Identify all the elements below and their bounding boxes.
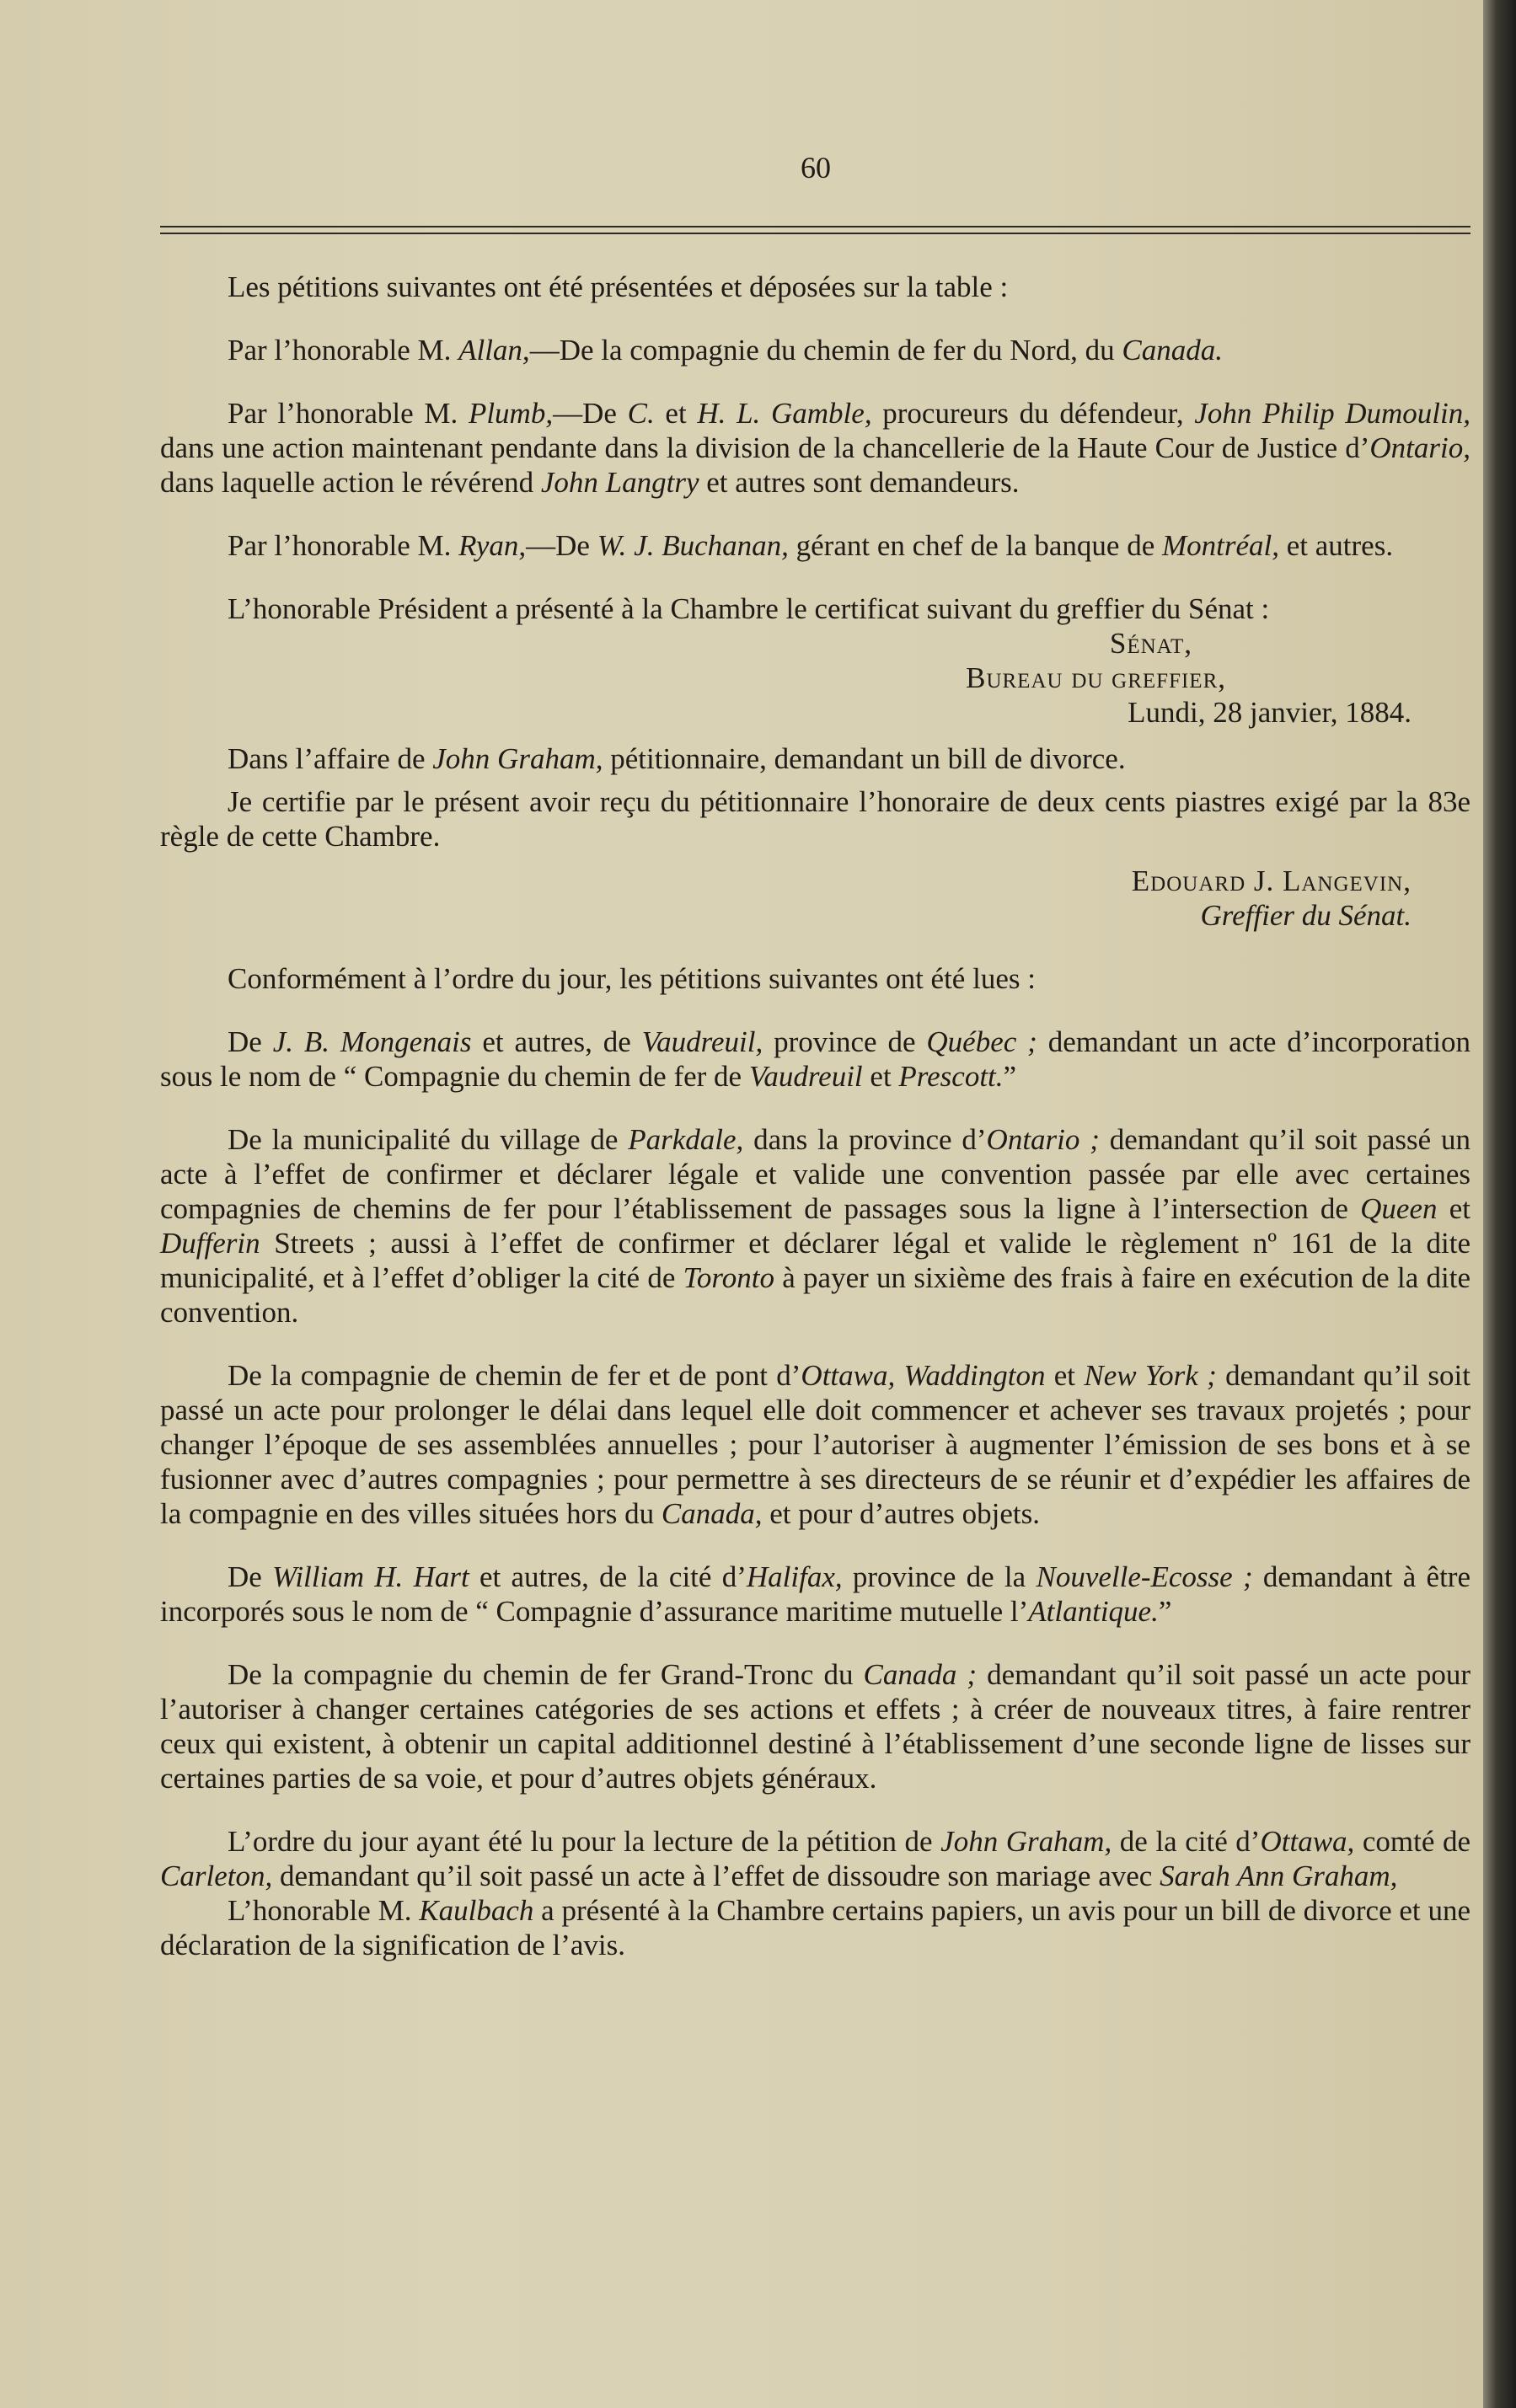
top-rule [160,226,1470,227]
petition-plumb: Par l’honorable M. Plumb,—De C. et H. L. Gamble, procureurs du défendeur, John Philip Dumoulin, dans une action maintenant pendante dans la division de la chancellerie de la Haute Cour de Justice d’Ontario, dans laquelle action le révérend John Langtry et autres sont demandeurs. [160,397,1471,499]
petition-read-mongenais: De J. B. Mongenais et autres, de Vaudreuil, province de Québec ; demandant un acte d’incorporation sous le nom de “ Compagnie du chemin de fer de Vaudreuil et Prescott.” [160,1025,1471,1093]
petition-ryan: Par l’honorable M. Ryan,—De W. J. Buchanan, gérant en chef de la banque de Montréal, et autres. [228,529,1394,562]
book-spine-shadow [1483,0,1516,2408]
certificate-heading-senat: Sénat, [1109,627,1192,660]
certificate-date: Lundi, 28 janvier, 1884. [1128,696,1412,729]
order-of-day-graham: L’ordre du jour ayant été lu pour la lecture de la pétition de John Graham, de la cité d’Ottawa, comté de Carleton, demandant qu’il soit passé un acte à l’effet de dissoudre son mariage avec Sarah Ann Graham, [160,1825,1470,1892]
document-body [160,270,1470,1991]
certificate-signer: Edouard J. Langevin, [1131,864,1412,897]
intro-paragraph: Les pétitions suivantes ont été présentées et déposées sur la table : [228,270,1009,303]
petition-read-ottawa-railway: De la compagnie de chemin de fer et de pont d’Ottawa, Waddington et New York ; demandant qu’il soit passé un acte pour prolonger le délai dans lequel elle doit commencer et achever ses travaux projetés ; pour changer l’époque de ses assemblées annuelles ; pour l’autoriser à augmenter l’émission de ses bons et à se fusionner avec d’autres compagnies ; pour permettre à ses directeurs de se réunir et d’expédier les affaires de la compagnie en des villes situées hors du Canada, et pour d’autres objets. [160,1359,1470,1530]
certificate-matter: Dans l’affaire de John Graham, pétitionnaire, demandant un bill de divorce. [228,742,1126,775]
certificate-body: Je certifie par le présent avoir reçu du pétitionnaire l’honoraire de deux cents piastres exigé par la 83e règle de cette Chambre. [160,785,1470,853]
read-intro: Conformément à l’ordre du jour, les pétitions suivantes ont été lues : [228,962,1036,995]
petition-allan: Par l’honorable M. Allan,—De la compagnie du chemin de fer du Nord, du Canada. [228,334,1223,367]
certificate-intro: L’honorable Président a présenté à la Chambre le certificat suivant du greffier du Sénat : [228,592,1270,625]
kaulbach-papers: L’honorable M. Kaulbach a présenté à la Chambre certains papiers, un avis pour un bill de divorce et une déclaration de la signification de l’avis. [160,1894,1470,1961]
certificate-heading-bureau: Bureau du greffier, [966,661,1226,694]
petition-read-hart: De William H. Hart et autres, de la cité d’Halifax, province de la Nouvelle-Ecosse ; demandant à être incorporés sous le nom de “ Compagnie d’assurance maritime mutuelle l’Atlantique.” [160,1560,1470,1628]
petition-read-parkdale: De la municipalité du village de Parkdale, dans la province d’Ontario ; demandant qu’il soit passé un acte à l’effet de confirmer et déclarer légale et valide une convention passée par elle avec certaines compagnies de chemins de fer pour l’établissement de passages sous la ligne à l’intersection de Queen et Dufferin Streets ; aussi à l’effet de confirmer et déclarer légal et valide le règlement nº 161 de la dite municipalité, et à l’effet d’obliger la cité de Toronto à payer un sixième des frais à faire en exécution de la dite convention. [160,1123,1471,1329]
page-number: 60 [801,151,831,185]
certificate-signer-title: Greffier du Sénat. [1200,899,1412,932]
petition-read-grand-tronc: De la compagnie du chemin de fer Grand-Tronc du Canada ; demandant qu’il soit passé un acte pour l’autoriser à changer certaines catégories de ses actions et effets ; à créer de nouveaux titres, à faire rentrer ceux qui existent, à obtenir un capital additionnel destiné à l’établissement d’une seconde ligne de lisses sur certaines parties de sa voie, et pour d’autres objets généraux. [160,1658,1470,1795]
top-rule-second [160,233,1470,234]
